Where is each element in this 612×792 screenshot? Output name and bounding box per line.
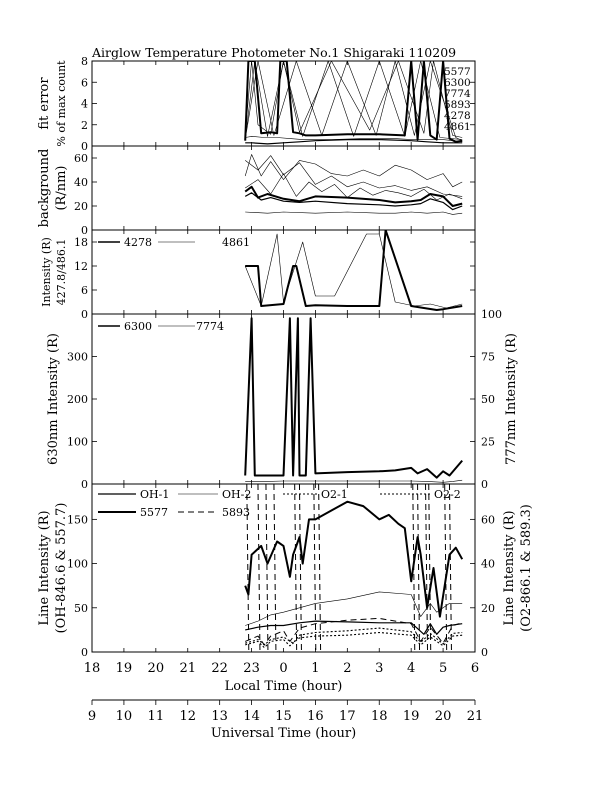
y2-tick-label: 0 [481,478,488,491]
y2-tick-label: 60 [481,513,495,527]
series-line-7774 [245,480,462,482]
y-tick-label: 200 [67,393,88,406]
legend-label-OH-1: OH-1 [140,488,170,501]
y-tick-label: 40 [74,176,88,189]
y-tick-label: 100 [67,435,88,449]
legend-label-O2-2: O2-2 [434,488,461,501]
ut-tick-label: 17 [339,709,356,724]
lt-tick-label: 1 [311,661,320,676]
y-axis-label: (OH-846.6 & 557.7) [54,502,69,634]
legend-label-5893: 5893 [222,506,250,519]
y-tick-label: 20 [74,200,88,213]
panel-intensity-blue [40,230,475,321]
y-axis-label: (R/nm) [54,165,69,211]
lt-tick-label: 23 [243,661,260,676]
series-line-6300 [245,318,462,477]
dashed-spike-line [314,484,316,652]
series-line-b1 [245,187,462,206]
y-axis-label: Intensity (R) [40,237,53,307]
time-axes [84,661,484,741]
y-tick-label: 4 [81,97,88,111]
y-axis-label: % of max count [55,60,68,147]
lt-tick-label: 19 [115,661,133,676]
y-tick-label: 12 [74,260,88,273]
legend-label-5577: 5577 [140,506,168,519]
series-line-O2-2 [245,628,462,645]
legend-label-4861: 4861 [222,236,250,249]
ut-tick-label: 11 [147,709,165,724]
series-group [245,484,462,652]
y-axis-label: 630nm Intensity (R) [46,333,61,465]
legend-label-7774: 7774 [444,88,471,100]
series-line-7774 [245,136,462,141]
y2-tick-label: 25 [481,435,495,449]
y-axis-label: fit error [37,77,52,130]
panel-frame [92,146,475,230]
lt-tick-label: 5 [438,661,448,676]
ut-tick-label: 18 [370,709,388,724]
panel-background [37,146,475,237]
lt-tick-label: 18 [83,661,101,676]
y-tick-label: 60 [74,152,88,165]
y-tick-label: 6 [81,284,88,297]
y-tick-label: 0 [81,140,88,153]
lt-tick-label: 4 [407,661,416,676]
dashed-spike-line [418,484,420,652]
y-tick-label: 0 [81,646,88,659]
lt-tick-label: 0 [279,661,288,676]
ut-tick-label: 16 [307,709,324,724]
dashed-spike-line [426,484,428,652]
y-tick-label: 8 [81,55,88,68]
series-group [245,318,462,482]
y2-tick-label: 75 [481,350,495,364]
series-line-OH-1 [245,621,462,634]
series-line-O2-1 [245,633,462,648]
y-tick-label: 100 [67,557,88,571]
y2-axis-label: 777nm Intensity (R) [504,333,519,465]
y-tick-label: 0 [81,478,88,491]
ut-tick-label: 13 [211,709,228,724]
legend-label-4861: 4861 [444,121,471,133]
dashed-spike-line [449,484,451,652]
legend-label-5577: 5577 [444,66,471,78]
legend-label-5893: 5893 [444,99,471,111]
legend-label-OH-2: OH-2 [222,488,252,501]
y2-tick-label: 100 [481,308,502,321]
series-line-b3 [245,154,462,186]
y2-tick-label: 40 [481,557,495,571]
y2-axis-label: Line Intensity (R) [502,510,517,626]
legend-label-O2-1: O2-1 [321,488,348,501]
ut-tick-label: 9 [87,709,97,724]
y-tick-label: 50 [74,601,88,615]
y2-tick-label: 0 [481,646,488,659]
ut-tick-label: 21 [466,709,484,724]
ut-tick-label: 19 [402,709,420,724]
y2-tick-label: 20 [481,601,495,615]
panels-group [37,55,534,659]
dashed-spike-line [295,484,297,652]
y-tick-label: 2 [81,118,88,132]
y-tick-label: 0 [81,308,88,321]
panel-fit-error [37,55,475,153]
series-group [245,154,462,214]
chart-title: Airglow Temperature Photometer No.1 Shigaraki 110209 [92,45,457,60]
y-tick-label: 6 [81,76,88,90]
ut-tick-label: 20 [434,709,452,724]
lt-tick-label: 22 [211,661,228,676]
legend-label-7774: 7774 [196,320,224,333]
legend-label-4278: 4278 [124,236,152,249]
ut-tick-label: 14 [243,709,260,724]
series-line-b5 [245,212,462,214]
series-group [245,230,462,310]
y-tick-label: 18 [74,236,88,249]
lt-axis-title: Local Time (hour) [224,679,343,694]
lt-tick-label: 6 [470,661,480,676]
legend-label-6300: 6300 [124,320,152,333]
dashed-spike-line [319,484,321,652]
y-tick-label: 0 [81,224,88,237]
series-line-6300 [245,140,462,144]
dashed-spike-line [274,484,276,652]
ut-axis-title: Universal Time (hour) [210,726,357,741]
panel-intensity-red [46,308,519,491]
ut-tick-label: 12 [179,709,197,724]
y2-tick-label: 50 [481,393,495,406]
y-axis-label: background [37,148,52,228]
y-tick-label: 300 [67,350,88,364]
series-line-b4 [245,156,462,197]
series-group [245,61,462,144]
y-tick-label: 150 [67,513,88,527]
y2-axis-label: (O2-866.1 & 589.3) [519,504,534,632]
lt-tick-label: 21 [179,661,197,676]
y-axis-label: Line Intensity (R) [37,510,52,626]
legend-label-6300: 6300 [444,77,471,89]
dashed-spike-line [266,484,268,652]
y-axis-label: 427.8/486.1 [55,238,68,306]
legend-label-4278: 4278 [444,110,471,122]
ut-tick-label: 15 [275,709,292,724]
panel-line-intensity [37,484,534,659]
lt-tick-label: 20 [147,661,165,676]
series-line-4861 [245,234,462,308]
dashed-spike-line [299,484,301,652]
ut-tick-label: 10 [115,709,133,724]
lt-tick-label: 2 [343,661,352,676]
lt-tick-label: 3 [375,661,384,676]
